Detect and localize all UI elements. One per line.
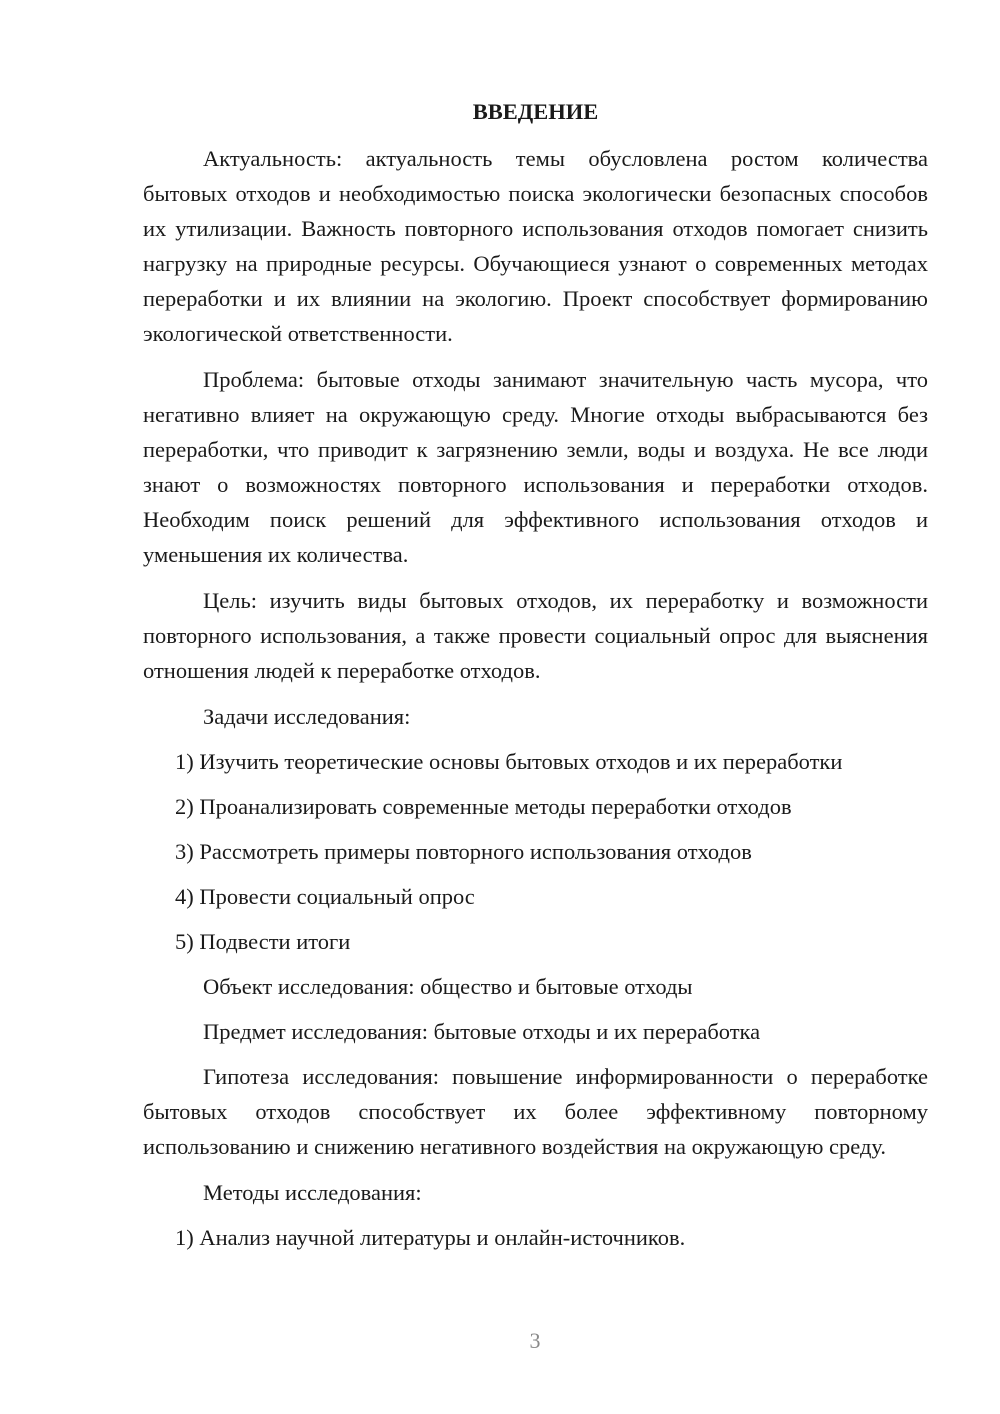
task-item: 3) Рассмотреть примеры повторного использования отходов [175, 839, 752, 864]
page-number: 3 [529, 1328, 541, 1353]
document-page [143, 94, 928, 1265]
section-title: ВВЕДЕНИЕ [472, 99, 599, 124]
goal-paragraph: Цель: изучить виды бытовых отходов, их переработку и возможности повторного использования, а также провести социальный опрос для выяснения отношения людей к переработке отходов. [143, 588, 928, 683]
relevance-paragraph: Актуальность: актуальность темы обусловлена ростом количества бытовых отходов и необходимостью поиска экологически безопасных способов их утилизации. Важность повторного использования отходов помогает снизить нагрузку на природные ресурсы. Обучающиеся узнают о современных методах переработки и их влиянии на экологию. Проект способствует формированию экологической ответственности. [143, 146, 928, 346]
tasks-heading: Задачи исследования: [203, 704, 411, 729]
task-item: 2) Проанализировать современные методы переработки отходов [175, 794, 792, 819]
hypothesis-paragraph: Гипотеза исследования: повышение информированности о переработке бытовых отходов способствует их более эффективному повторному использованию и снижению негативного воздействия на окружающую среду. [143, 1064, 928, 1159]
problem-paragraph: Проблема: бытовые отходы занимают значительную часть мусора, что негативно влияет на окружающую среду. Многие отходы выбрасываются без переработки, что приводит к загрязнению земли, воды и воздуха. Не все люди знают о возможностях повторного использования и переработки отходов. Необходим поиск решений для эффективного использования отходов и уменьшения их количества. [143, 367, 928, 567]
method-item: 1) Анализ научной литературы и онлайн-источников. [175, 1225, 686, 1250]
task-item: 5) Подвести итоги [175, 929, 351, 954]
task-item: 1) Изучить теоретические основы бытовых отходов и их переработки [175, 749, 843, 774]
object-line: Объект исследования: общество и бытовые отходы [203, 974, 693, 999]
task-item: 4) Провести социальный опрос [175, 884, 475, 909]
methods-heading: Методы исследования: [203, 1180, 422, 1205]
subject-line: Предмет исследования: бытовые отходы и их переработка [203, 1019, 761, 1044]
